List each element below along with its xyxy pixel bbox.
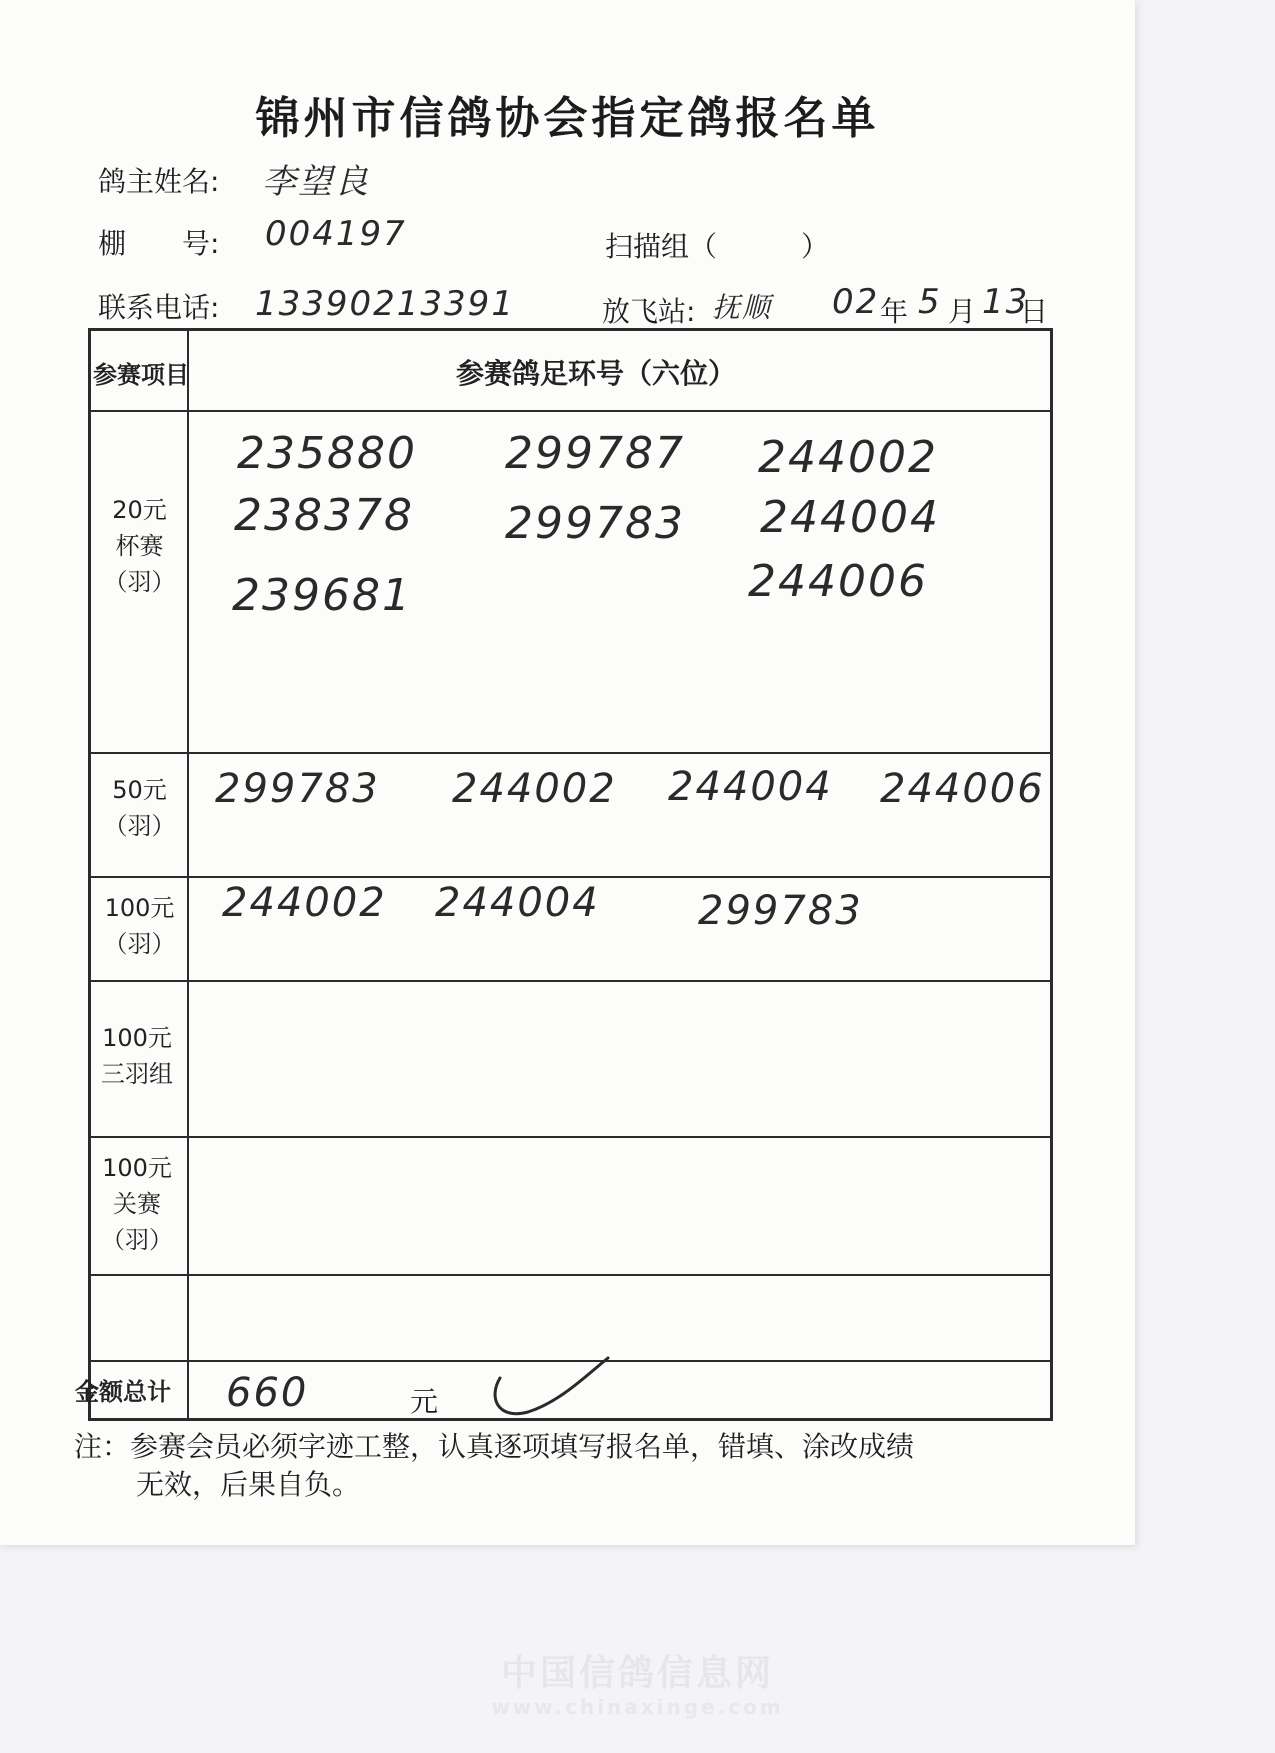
ring-number: 244004 [760, 492, 940, 543]
form-note [74, 1428, 1074, 1504]
row-divider [88, 980, 1053, 982]
currency-unit: 元 [410, 1385, 439, 1418]
year-char: 年 [880, 295, 909, 328]
category-line: 100元 [102, 1154, 172, 1182]
category-100-yuan [92, 890, 187, 962]
category-line: 20元 [112, 496, 167, 524]
ring-number: 238378 [234, 490, 414, 541]
phone-value: 13390213391 [255, 284, 515, 324]
month-char: 月 [948, 295, 977, 328]
ring-number: 244004 [668, 764, 833, 810]
row-divider [88, 876, 1053, 878]
total-amount-label: 金额总计 [75, 1378, 171, 1406]
category-line: （羽） [103, 568, 176, 596]
date-year: 02 [832, 282, 880, 322]
column-header-event: 参赛项目 [93, 361, 189, 389]
day-char: 日 [1020, 295, 1049, 328]
row-divider [88, 410, 1053, 412]
category-line: 杯赛 [115, 532, 164, 560]
category-line: （羽） [103, 812, 176, 840]
category-line: 50元 [112, 776, 167, 804]
row-divider [88, 1274, 1053, 1276]
category-line: 100元 [102, 1024, 172, 1052]
checkmark-scribble [480, 1350, 620, 1430]
ring-number: 244006 [748, 556, 928, 607]
category-100-yuan-trio [86, 1020, 188, 1092]
category-line: 关赛 [113, 1190, 161, 1218]
ring-number: 244002 [758, 432, 938, 483]
owner-name-label: 鸽主姓名: [98, 165, 220, 198]
table-top-border [88, 328, 1053, 331]
category-line: （羽） [103, 930, 176, 958]
category-50-yuan [92, 772, 187, 844]
ring-number: 235880 [237, 428, 417, 479]
category-line: （羽） [101, 1226, 173, 1254]
date-day: 13 [982, 282, 1030, 322]
ring-number: 299783 [505, 498, 685, 549]
category-line: 三羽组 [101, 1060, 173, 1088]
note-line: 无效，后果自负。 [136, 1468, 361, 1501]
total-amount-value: 660 [226, 1370, 309, 1416]
note-line: 注：参赛会员必须字迹工整，认真逐项填写报名单，错填、涂改成绩 [74, 1430, 915, 1463]
category-100-yuan-final-race [86, 1150, 188, 1258]
watermark-site-name: 中国信鸽信息网 [500, 1653, 774, 1694]
ring-number: 244002 [452, 766, 617, 812]
category-cup-race [92, 492, 187, 600]
owner-name-value: 李望良 [262, 162, 370, 202]
ring-number: 299783 [215, 766, 380, 812]
ring-number: 244006 [880, 766, 1045, 812]
category-line: 100元 [104, 894, 175, 922]
column-header-rings: 参赛鸽足环号（六位） [456, 357, 737, 390]
ring-number: 244004 [435, 880, 600, 926]
release-station-label: 放飞站: [602, 295, 696, 328]
form-title: 锦州市信鸽协会指定鸽报名单 [255, 93, 880, 144]
phone-label: 联系电话: [98, 291, 220, 324]
loft-number-label: 棚 号: [98, 227, 220, 260]
release-station-value: 抚顺 [712, 291, 773, 324]
loft-number-value: 004197 [265, 214, 407, 254]
row-divider [88, 1136, 1053, 1138]
row-divider [88, 752, 1053, 754]
ring-number: 244002 [222, 880, 387, 926]
ring-number: 239681 [232, 570, 412, 621]
watermark-url: www.chinaxinge.com [491, 1695, 784, 1719]
ring-number: 299787 [505, 428, 685, 479]
scan-group-label: 扫描组（ ） [605, 230, 830, 263]
ring-number: 299783 [698, 888, 863, 934]
table-right-border [1050, 328, 1053, 1421]
date-month: 5 [918, 282, 942, 322]
